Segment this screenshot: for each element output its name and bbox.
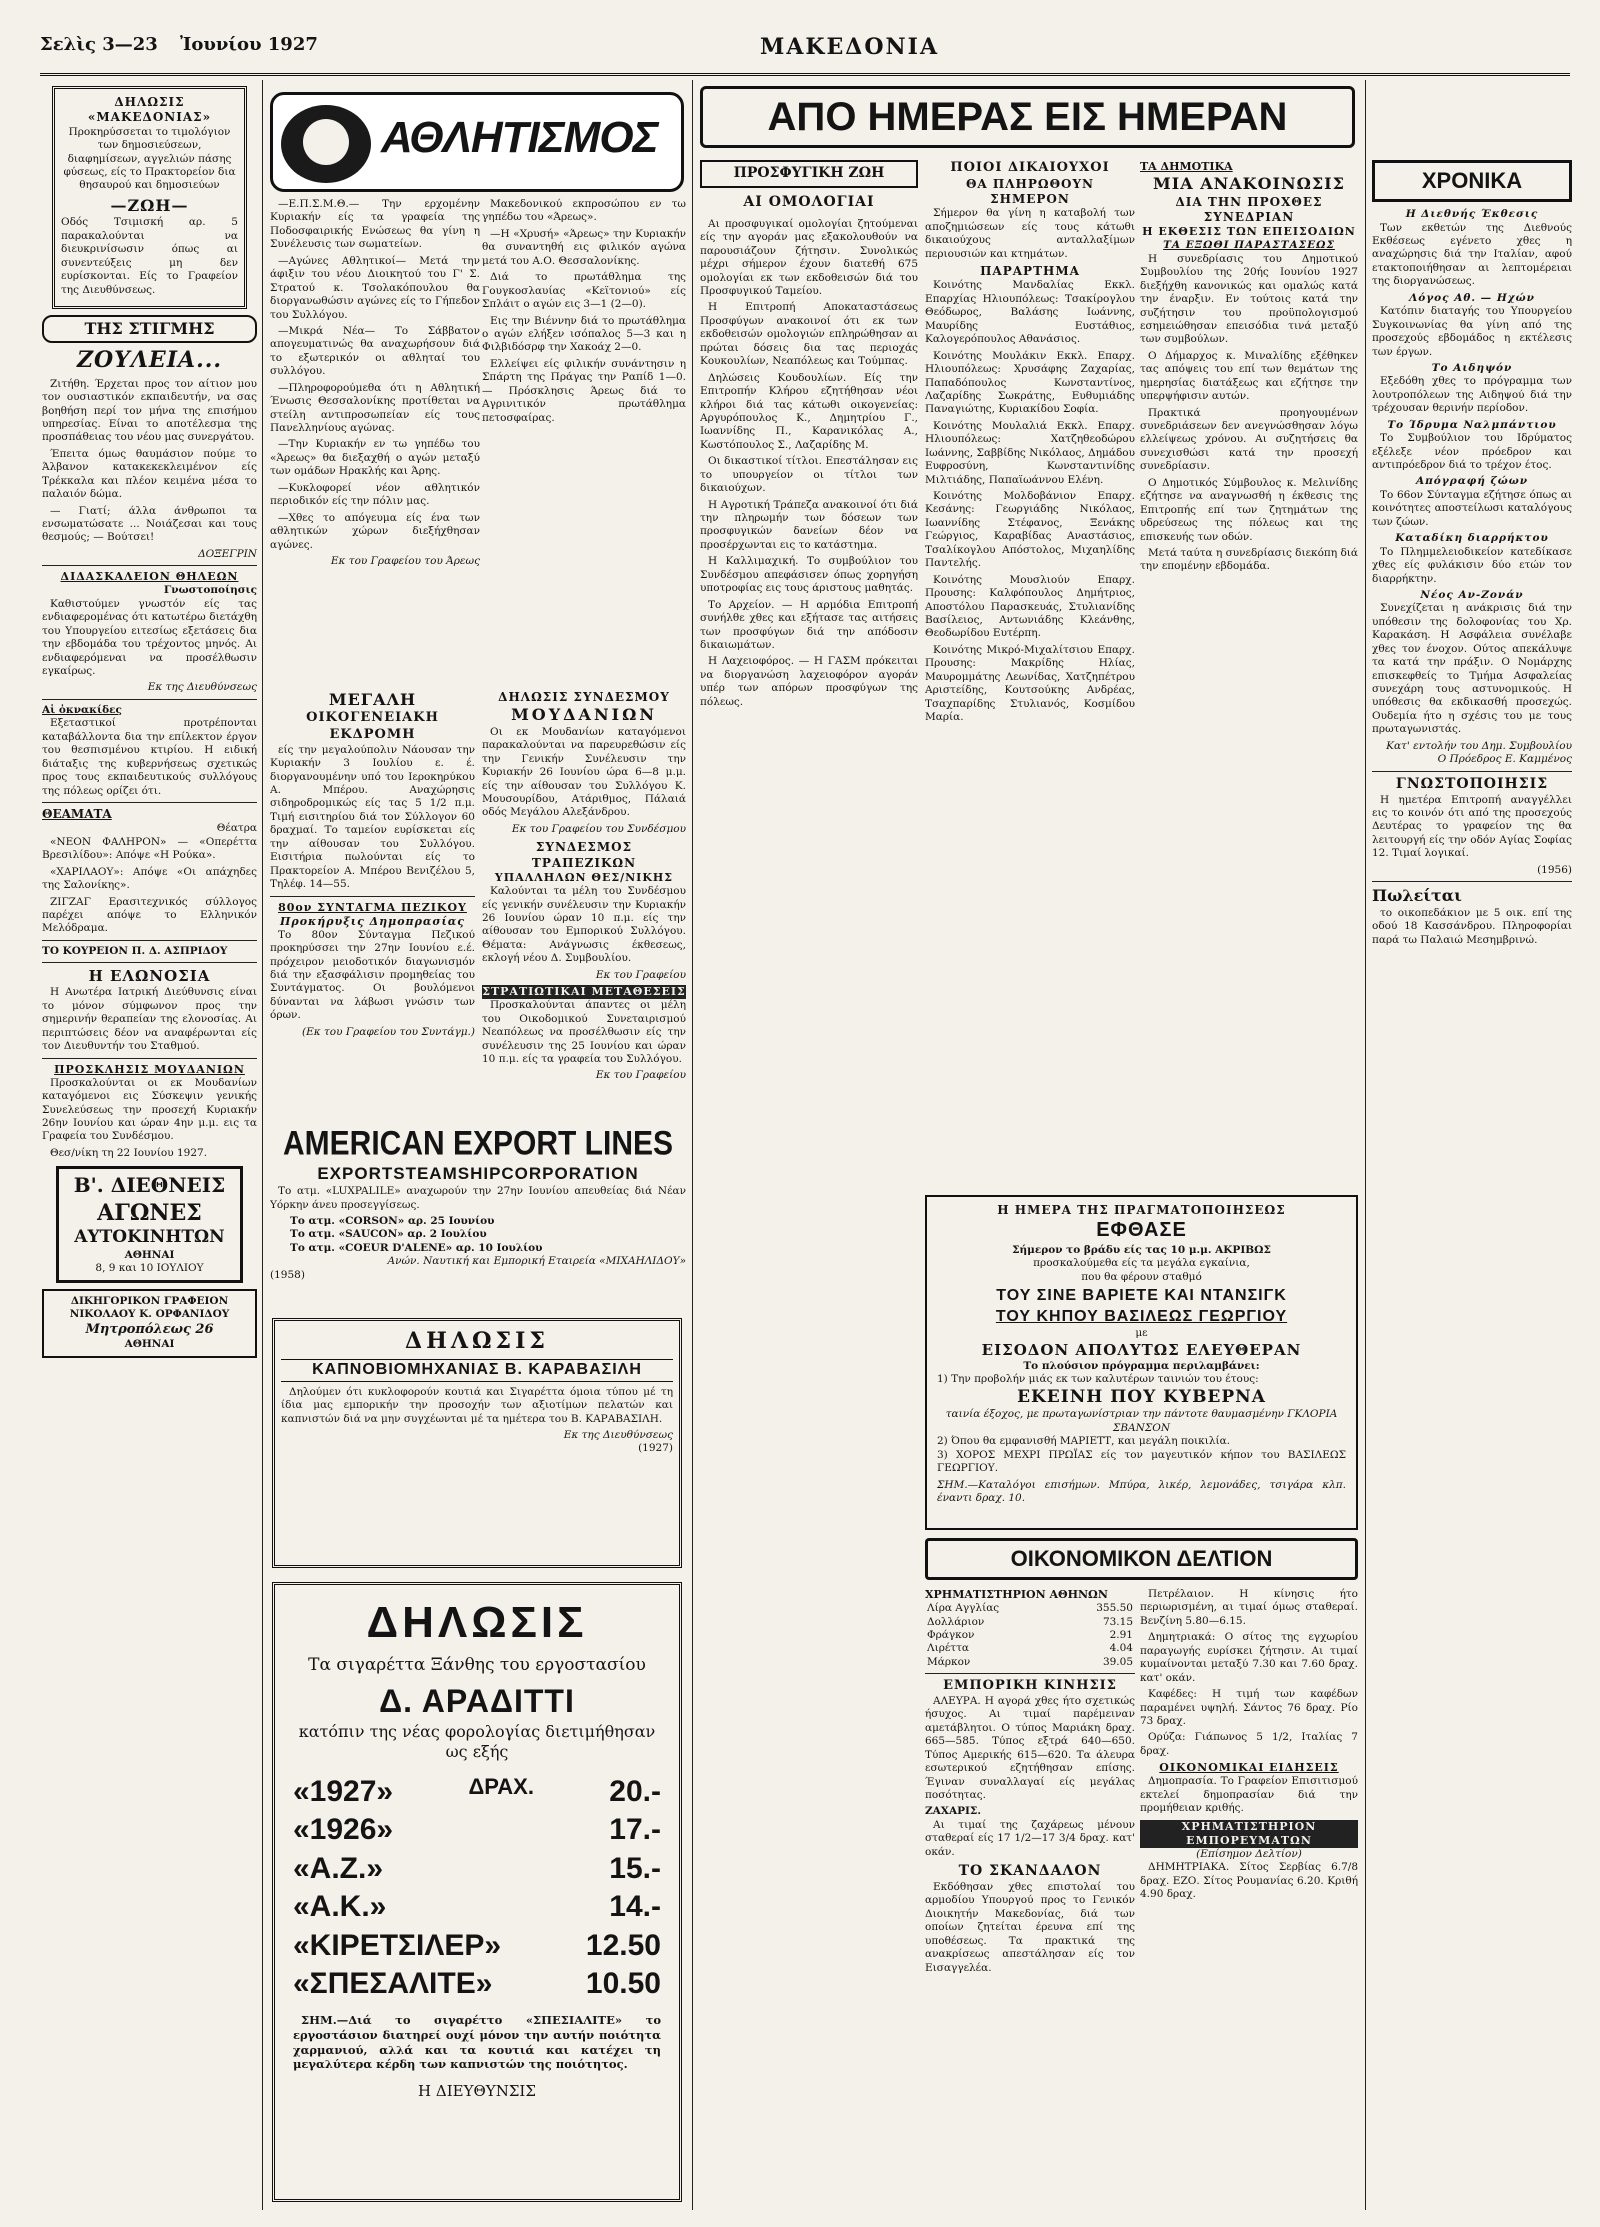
strat-title: ΣΤΡΑΤΙΩΤΙΚΑΙ ΜΕΤΑΘΕΣΕΙΣ: [482, 985, 686, 999]
xr-s6-body: Το Πλημμελειοδικείον κατεδίκασε χθες είς φυλάκισιν δύο ετών τον διαρρήκτην.: [1372, 545, 1572, 585]
xr-s1-title: Η Διεθνής Έκθεσις: [1405, 208, 1539, 221]
efthase-ad: [925, 1195, 1358, 1530]
stigmi-p1: Ζιτήθη. Έρχεται προς τον αίτιον μου τον ουσιαστικόν εκπαιδευτήν, να σας βοηθήση περί τον μήνα της επισήμου υπηρεσίας. Είναι το αποτέλεσμα της προσπάθειας του νέου μας συνεργάτου.: [42, 377, 257, 444]
sport-col-right: [482, 198, 686, 686]
law-1: ΔΙΚΗΓΟΡΙΚΟΝ ΓΡΑΦΕΙΟΝ: [70, 1294, 229, 1307]
poioi-sub: ΘΑ ΠΛΗΡΩΘΟΥΝ ΣΗΜΕΡΟΝ: [965, 176, 1095, 206]
zax-body: Αι τιμαί της ζαχάρεως μένουν σταθεραί είς 17 1/2—17 3/4 δραχ. κατ' οκάν.: [925, 1818, 1135, 1858]
trap-sign: Εκ του Γραφείου: [595, 968, 686, 981]
rate-name: Λίρα Αγγλίας: [927, 1602, 1000, 1615]
didask-title: ΔΙΔΑΣΚΑΛΕΙΟΝ ΘΗΛΕΩΝ: [60, 570, 239, 584]
price-row: [293, 1850, 661, 1888]
agones-5: 8, 9 και 10 ΙΟΥΛΙΟΥ: [95, 1262, 204, 1275]
law-3: Μητροπόλεως 26: [85, 1321, 214, 1337]
efthase-big: ΕΦΘΑΣΕ: [1096, 1219, 1187, 1242]
price-name: «Α.Κ.»: [293, 1890, 387, 1924]
syndesmos-block: [482, 690, 686, 1110]
agones-3: ΑΥΤΟΚΙΝΗΤΩΝ: [74, 1227, 225, 1248]
rate-value: 73.15: [1102, 1615, 1133, 1628]
dimotika-p1: Η συνεδρίασις του Δημοτικού Συμβουλίου της 20ής Ιουνίου 1927 διεξήχθη κανονικώς και ομαλώς κατά την έναρξιν. Εν τούτοις κατά την συζήτησιν του προϋπολογισμού εσημειώθησαν επεισόδια τινά μεταξύ των συμβούλων.: [1140, 252, 1358, 346]
american-l3: Το ατμ. «COEUR D'ALENE» αρ. 10 Ιουλίου: [290, 1241, 543, 1254]
strat-body: Προσκαλούνται άπαντες οι μέλη του Οικοδομικού Συνεταιρισμού Νεαπόλεως να προσέλθωσιν είς την συνέλευσιν της 25 Ιουνίου και ώραν 10 π.μ. είς τα γραφεία του Συλλόγου.: [482, 999, 686, 1066]
prosf-p3: Δηλώσεις Κουδουλίων. Είς την Επιτροπήν Κλήρου εζητήθησαν νέοι κλήροι διά τας κάτωθι οικογενείας: Αργυρόπουλος Κ., Δημητρίου Γ., Ιωαννίδης Π., Καρανικόλας Α., Κωστόπουλος Σ., Λαζαρίδης Μ.: [700, 371, 918, 451]
syndesmos-t1: ΔΗΛΩΣΙΣ ΣΥΝΔΕΣΜΟΥ: [498, 690, 670, 704]
xr-s7-body: Συνεχίζεται η ανάκρισις διά την υπόθεσιν της δολοφονίας του Χρ. Καρακάση. Η Ασφάλεια συνέλαβε χθες τον ένοχον. Ούτος απεκάλυψε τα κατά την πράξιν. Ο Νομάρχης επισκεφθείς το Τμήμα Ασφαλείας συνεχάρη τους αστυνομικούς. Η υπόθεσις θα εκδικασθή προσεχώς. Ουδεμία ήτο η σχέσις του με τους πρωταγωνιστάς.: [1372, 602, 1572, 736]
xr-sign: Κατ' εντολήν του Δημ. Συμβουλίου: [1386, 739, 1572, 752]
efthase-film-desc: ταινία έξοχος, με πρωταγωνίστριαν την πάντοτε θαυμασμένην ΓΚΛΟΡΙΑ ΣΒΑΝΣΟΝ: [945, 1408, 1338, 1434]
column-rule: [692, 80, 693, 2210]
american-l1: Το ατμ. «CORSON» αρ. 25 Ιουνίου: [290, 1215, 495, 1228]
oikon-right: [1140, 1588, 1358, 2203]
karavasili-ad: [272, 1318, 682, 1568]
gn-body: Η ημετέρα Επιτροπή αναγγέλλει εις το κοινόν ότι από της προσεχούς Δευτέρας το γραφείον της θα λειτουργή είς την οδόν Αγίας Σοφίας 12. Τιμαί λογικαί.: [1372, 793, 1572, 860]
sport-banner: [270, 92, 684, 192]
stigmi-title: ΤΗΣ ΣΤΙΓΜΗΣ: [42, 315, 257, 343]
rate-value: 2.91: [1109, 1628, 1133, 1641]
okn-body: Εξεταστικοί προτρέπονται καταβάλλοντα δια την επίλεκτον έργον του θεσπισμένου κτιρίου. Η ειδική διάταξις της κυβερνήσεως σχετικώς προς τους εκπαιδευτικούς συλλόγους της πόλεως ορίζει ότι.: [42, 717, 257, 797]
poioi-p2: Κοινότης Μουλάκιν Εκκλ. Επαρχ. Ηλιουπόλεως: Χρυσάφης Ζαχαρίας, Παπαδόπουλος Κωνσταντίνος, Λαζαρίδης Σωκράτης, Ευθυμιάδης Παναγιώτης, Κυριακίδου Σοφία.: [925, 349, 1135, 416]
prosf-p2: Η Επιτροπή Αποκαταστάσεως Προσφύγων ανακοινοί ότι εκ των εκδοθεισών ομολογιών επληρώθησαν αι πρώται δόσεις δια τας περιοχάς Κουκουλίων, Νεαπόλεως και Τούμπας.: [700, 301, 918, 368]
xr-s1-body: Των εκθετών της Διεθνούς Εκθέσεως εγένετο χθες η αναχώρησις διά την Ιταλίαν, αφού ετακτοποιήθησαν αι λεπτομέρειαι της διοργανώσεως.: [1372, 221, 1572, 288]
prosk-body: Προσκαλούνται οι εκ Μουδανίων καταγόμενοι εις Σύσκεψιν γενικής Συνελεύσεως την προσεχή Κυριακήν 26ην Ιουνίου και ώραν 4ην μ.μ. εις τα Γραφεία του Συνδέσμου.: [42, 1076, 257, 1143]
rate-row: [925, 1602, 1135, 1615]
rate-name: Φράγκον: [927, 1628, 975, 1641]
skand-body: Εκδόθησαν χθες επιστολαί του αρμοδίου Υπουργού προς το Γενικόν Διοικητήν Μακεδονίας, διά των οποίων ζητείται έρευνα επί της υποθέσεως. Τα πρακτικά της ανακρίσεως απεστάλησαν είς τον Εισαγγελέα.: [925, 1881, 1135, 1974]
poioi-title: ΠΟΙΟΙ ΔΙΚΑΙΟΥΧΟΙ: [950, 160, 1110, 175]
notice-body: Προκηρύσσεται το τιμολόγιον των δημοσιεύσεων, διαφημίσεων, αγγελιών πάσης φύσεως, είς το Πρακτορείον δια θησαυρού και δημοσιεύων: [63, 125, 236, 192]
poioi-p1: Κοινότης Μανδαλίας Εκκλ. Επαρχίας Ηλιουπόλεως: Τσακίρογλου Θεόδωρος, Βαλάσης Ιωάννης, Μαυρίδης Ευστάθιος, Καλογερόπουλος Αθανάσιος.: [925, 279, 1135, 346]
poioi-p3: Κοινότης Μουλαλιά Εκκλ. Επαρχ. Ηλιουπόλεως: Χατζηθεοδώρου Ιωάννης, Σαββίδης Νικόλαος, Δημάδου Ευφροσύνη, Κωνσταντινίδης Μιλτιάδης, Παπαϊωάννου Ελένη.: [925, 419, 1135, 486]
efthase-note: ΣΗΜ.—Καταλόγοι επισήμων. Μπύρα, λικέρ, λεμονάδες, τσιγάρα κλπ. έναντι δραχ. 10.: [937, 1478, 1346, 1505]
american-sub: EXPORTSTEAMSHIPCORPORATION: [317, 1164, 639, 1184]
efthase-film: ΕΚΕΙΝΗ ΠΟΥ ΚΥΒΕΡΝΑ: [1017, 1386, 1266, 1407]
oikon-r5: ΟΙΚΟΝΟΜΙΚΑΙ ΕΙΔΗΣΕΙΣ: [1159, 1761, 1339, 1775]
dimotika-p4: Ο Δημοτικός Σύμβουλος κ. Μελινίδης εζήτησε να αναγνωσθή η έκθεσις της Επιτροπής επί των ζητημάτων της υδρεύσεως της πόλεως και της επισκευής των οδών.: [1140, 476, 1358, 543]
efthase-line4: ΤΟΥ ΣΙΝΕ ΒΑΡΙΕΤΕ ΚΑΙ ΝΤΑΝΣΙΓΚ: [996, 1287, 1287, 1305]
sport-sign: Εκ του Γραφείου του Άρεως: [330, 554, 480, 567]
runner-emblem: [281, 105, 371, 183]
prosf-p4: Οι δικαστικοί τίτλοι. Επεστάλησαν εις το υπουργείον οι τίτλοι των δικαιούχων.: [700, 455, 918, 495]
araditti-ad: [272, 1582, 682, 2202]
rate-value: 355.50: [1096, 1602, 1133, 1615]
syntaxis-title: 80ον ΣΥΝΤΑΓΜΑ ΠΕΖΙΚΟΥ: [278, 900, 467, 914]
gn-title: ΓΝΩΣΤΟΠΟΙΗΣΙΣ: [1395, 775, 1549, 792]
xr-s3-body: Εξεδόθη χθες το πρόγραμμα των λουτροπόλεων της Αιδηψού διά την τρέχουσαν θερινήν περίοδον.: [1372, 375, 1572, 415]
sport-p6: —Κυκλοφορεί νέον αθλητικόν περιοδικόν είς την πόλιν μας.: [270, 481, 480, 508]
xr-s2-title: Λόγος Αθ. — Ηχών: [1409, 291, 1535, 304]
prosfygiki-col: [700, 160, 918, 2205]
agones-1: Β'. ΔΙΕΘΝΕΙΣ: [73, 1173, 226, 1198]
trap-t1: ΣΥΝΔΕΣΜΟΣ ΤΡΑΠΕΖΙΚΩΝ: [531, 840, 637, 870]
dimotika-col: [1140, 160, 1358, 1190]
oikon-title: ΟΙΚΟΝΟΜΙΚΟΝ ΔΕΛΤΙΟΝ: [925, 1538, 1358, 1580]
poioi-p4: Κοινότης Μολδοβάνιον Επαρχ. Κεσάνης: Γεωργιάδης Νικόλαος, Ιωαννίδης Στέφανος, Ξενάκης Γεώργιος, Καραβίδας Αναστάσιος, Τσαλίκογλου Απόστολος, Μιχαηλίδης Παντελής.: [925, 490, 1135, 570]
page-number: Σελὶς 3—23: [40, 34, 158, 55]
efthase-line3: που θα φέρουν σταθμό: [1081, 1270, 1202, 1283]
okn-title: Αἱ ὀκνακίδες: [42, 703, 122, 716]
price-value: 14.-: [609, 1890, 661, 1924]
araditti-sign: Η ΔΙΕΥΘΥΝΣΙΣ: [418, 2082, 536, 2101]
sport-r1: Μακεδονικού εκπροσώπου εν τω γηπέδω του «Άρεως».: [482, 198, 686, 224]
agones-ad: [56, 1166, 243, 1282]
law-office-ad: [42, 1289, 257, 1358]
makedonia-notice: [52, 86, 247, 309]
dimotika-p2: Ο Δήμαρχος κ. Μιναλίδης εξέθηκεν τας απόψεις του επί των θεμάτων της ημερησίας διατάξεως και εζήτησε την υπερψήφισιν αυτών.: [1140, 349, 1358, 403]
didask-body: Καθιστούμεν γνωστόν είς τας ενδιαφερομένας ότι κατωτέρω διετάχθη του Υπουργείου ειτεσίως εξετάσεις δια την εβδομάδα του τρέχοντος μηνός. Αι ενδιαφερόμεναι να προσέλθωσιν εγκαίρως.: [42, 597, 257, 678]
oikon-xrim: ΧΡΗΜΑΤΙΣΤΗΡΙΟΝ ΑΘΗΝΩΝ: [925, 1588, 1108, 1601]
page-date: Ἰουνίου 1927: [180, 34, 318, 55]
xr-title: ΧΡΗΜΑΤΙΣΤΗΡΙΟΝ ΕΜΠΟΡΕΥΜΑΤΩΝ: [1140, 1820, 1358, 1848]
column-rule: [1365, 80, 1366, 2210]
dimotika-sub3: ΤΑ ΕΞΩΘΙ ΠΑΡΑΣΤΑΣΕΩΣ: [1163, 239, 1335, 252]
syndesmos-sign: Εκ του Γραφείου του Συνδέσμου: [511, 822, 686, 835]
sport-col-left: [270, 198, 480, 686]
rate-row: [925, 1642, 1135, 1655]
rate-value: 39.05: [1102, 1655, 1133, 1668]
rate-name: Μάρκον: [927, 1655, 971, 1668]
rates-table: [925, 1602, 1135, 1669]
price-value: 17.-: [609, 1813, 661, 1847]
syndesmos-body: Οι εκ Μουδανίων καταγόμενοι παρακαλούνται να παρευρεθώσιν είς την Γενικήν Συνέλευσιν την Κυριακήν 26 Ιουνίου ώρα 6—8 μ.μ. είς την αίθουσαν του Συλλόγου Κ. Μουσουρίδου, Ατάριθμος, Πάλαιά οδός Μεγάλου Αλεξάνδρου.: [482, 725, 686, 819]
dimotika-p5: Μετά ταύτα η συνεδρίασις διεκόπη διά την επομένην εβδομάδα.: [1140, 546, 1358, 573]
american-export-ad: [270, 1125, 686, 1305]
poioi-col: [925, 160, 1135, 1190]
price-value: 12.50: [585, 1928, 661, 1962]
araditti-sub: Τα σιγαρέττα Ξάνθης του εργοστασίου: [308, 1655, 646, 1676]
stigmi-sign: ΔΟΞΕΓΡΙΝ: [198, 547, 257, 560]
efthase-top: Η ΗΜΕΡΑ ΤΗΣ ΠΡΑΓΜΑΤΟΠΟΙΗΣΕΩΣ: [997, 1203, 1286, 1217]
dimotika-sub2: Η ΕΚΘΕΣΙΣ ΤΩΝ ΕΠΕΙΣΟΔΙΩΝ: [1142, 225, 1356, 239]
poioi-intro: Σήμερον θα γίνη η καταβολή των αποζημιώσεων είς τους κάτωθι δικαιούχους ανταλλαξίμων περιουσιών και κτημάτων.: [925, 207, 1135, 260]
oikon-r4: Ορύζα: Γιάπωνος 5 1/2, Ιταλίας 7 δραχ.: [1140, 1731, 1358, 1757]
sport-p1: —Ε.Π.Σ.Μ.Θ.— Την ερχομένην Κυριακήν είς τα γραφεία της Ποδοσφαιρικής Ενώσεως θα γίνη η Συνέλευσις των σωματείων.: [270, 198, 480, 251]
xr-s2-body: Κατόπιν διαταγής του Υπουργείου Συγκοινωνίας θα γίνη από της προσεχούς εβδομάδος η εκτέλεσις των έργων.: [1372, 305, 1572, 358]
xr-s4-title: Το Ίδρυμα Ναλμπάντιου: [1387, 418, 1557, 431]
price-name: «ΣΠΕΣΑΛΙΤΕ»: [293, 1966, 493, 2000]
xr-sub: (Επίσημον Δελτίον): [1196, 1847, 1302, 1860]
oikon-r3: Καφέδες: Η τιμή των καφέδων παραμένει υψηλή. Σάντος 76 δραχ. Ρίο 73 δραχ.: [1140, 1688, 1358, 1727]
stigmi-p2: Έπειτα όμως θαυμάσιον πούμε το Άλβανον κατακεκεκλειμένον είς Τρέκκαλα και πλέον κειμένα μέσα το παλαιόν δώμα.: [42, 447, 257, 501]
rate-value: 4.04: [1109, 1642, 1133, 1655]
page-header: [40, 26, 1570, 76]
prosf-p8: Η Λαχειοφόρος. — Η ΓΑΣΜ πρόκειται να διοργανώση λαχειοφόρον αγοράν υπέρ των απόρων προσφύγων της πόλεως.: [700, 655, 918, 708]
theatra-1: «ΝΕΟΝ ΦΑΛΗΡΟΝ» — «Οπερέττα Βρεσιλίδου»: Απόψε «Η Ρούκα».: [42, 835, 257, 862]
rate-name: Δολλάριον: [927, 1615, 985, 1628]
price-row: [293, 1773, 661, 1811]
efthase-p1: 1) Την προβολήν μιάς εκ των καλυτέρων ταινιών του έτους:: [937, 1373, 1259, 1386]
prosf-p1: Αι προσφυγικαί ομολογίαι ζητούμεναι είς την αγοράν μας εξακολουθούν να παρουσιάζουν ζήτησιν. Συνολικώς μέχρι σήμερον έχουν διατεθή 675 ομολογίαι εκ των εκδοθεισών διά του Προσφυγικού Ταμείου.: [700, 217, 918, 297]
notice-title: ΔΗΛΩΣΙΣ «ΜΑΚΕΔΟΝΙΑΣ»: [87, 95, 212, 125]
oikon-left: [925, 1588, 1135, 2203]
xr-s5-body: Το 66ον Σύνταγμα εζήτησε όπως αι κοινότητες αποστείλωσι καταλόγους των ζώων.: [1372, 488, 1572, 528]
price-value: 10.50: [585, 1966, 661, 2000]
sport-p5: —Την Κυριακήν εν τω γηπέδω του «Άρεως» θα διεξαχθή ο αγών μεταξύ των ομάδων Ηρακλής και Άρης.: [270, 438, 480, 478]
elonosia-body: Η Ανωτέρα Ιατρική Διεύθυνσις είναι το μόνον σύμφωνον προς την σημερινήν θεραπείαν της ελονοσίας. Αι περιπτώσεις δέον να αναφέρωνται είς τον Διευθυντήν του Σταθμού.: [42, 986, 257, 1053]
syntaxis-sign: (Εκ του Γραφείου του Συντάγμ.): [301, 1025, 475, 1038]
efthase-p3: 3) ΧΟΡΟΣ ΜΕΧΡΙ ΠΡΩΪΑΣ είς τον μαγευτικόν κήπον του ΒΑΣΙΛΕΩΣ ΓΕΩΡΓΙΟΥ.: [937, 1448, 1346, 1475]
araditti-intro: κατόπιν της νέας φορολογίας διετιμήθησαν ως εξής: [298, 1722, 656, 1762]
dimotika-title: ΜΙΑ ΑΝΑΚΟΙΝΩΣΙΣ: [1153, 174, 1345, 194]
syntaxis-sub: Προκήρυξις Δημοπρασίας: [280, 914, 465, 928]
emp-body: ΑΛΕΥΡΑ. Η αγορά χθες ήτο σχετικώς ήσυχος. Αι τιμαί παρέμειναν αμετάβλητοι. Ο τύπος Μαριάκη δραχ. 665—585. Τύπος εξτρά 640—650. Τύπος Αμερικής 615—620. Τα άλευρα εσωτερικού εζητήθησαν επίσης. Έγιναν συναλλαγαί είς μεγάλας ποσότητας.: [925, 1694, 1135, 1801]
sport-r2: —Η «Χρυσή» «Άρεως» την Κυριακήν θα συναντηθή εις φιλικόν αγώνα μετά του Α.Ο. Θεσσαλονίκης.: [482, 227, 686, 267]
main-banner: ΑΠΟ ΗΜΕΡΑΣ ΕΙΣ ΗΜΕΡΑΝ: [700, 86, 1355, 148]
xr-sign2: Ο Πρόεδρος Ε. Καμμένος: [1437, 753, 1572, 766]
araditti-title: ΔΗΛΩΣΙΣ: [366, 1598, 588, 1647]
sport-p2: —Αγώνες Αθλητικοί— Μετά την άφιξιν του νέου Διοικητού του Γ' Σ. Στρατού κ. Τσολακόπουλου θα διοργανωθώσιν αγώνες είς το Γήπεδον του Συλλόγου.: [270, 254, 480, 321]
ekdromi-title1: ΜΕΓΑΛΗ: [328, 690, 417, 709]
xr-body: ΔΗΜΗΤΡΙΑΚΑ. Σίτος Σερβίας 6.7/8 δραχ. ΕΖΟ. Σίτος Ρουμανίας 6.20. Κριθή 4.90 δραχ.: [1140, 1861, 1358, 1901]
prosfygiki-title: ΠΡΟΣΦΥΓΙΚΗ ΖΩΗ: [700, 160, 918, 188]
karavasili-num: (1927): [638, 1442, 673, 1455]
price-name: «Α.Ζ.»: [293, 1851, 384, 1885]
rate-name: Λιρέττα: [927, 1642, 970, 1655]
masthead: ΜΑΚΕΔΟΝΙΑ: [760, 34, 940, 60]
prosfygiki-sub: ΑΙ ΟΜΟΛΟΓΙΑΙ: [743, 193, 875, 210]
xr-s3-title: Το Αιδηψόν: [1431, 361, 1513, 374]
dimotika-p3: Πρακτικά προηγουμένων συνεδριάσεων δεν ανεγνώσθησαν λόγω ελλείψεως χρόνου. Αι συζητήσεις θα συνεχισθώσι κατά την προσεχή συνεδρίασιν.: [1140, 406, 1358, 473]
notice-word: —ΖΩΗ—: [110, 195, 189, 215]
sport-p7: —Χθες το απόγευμα είς ένα των αθλητικών χώρων διεξήχθησαν αγώνες.: [270, 511, 480, 551]
ekdromi-block: [270, 690, 475, 1110]
prosk-title: ΠΡΟΣΚΛΗΣΙΣ ΜΟΥΔΑΝΙΩΝ: [54, 1062, 245, 1076]
elonosia-title: Η ΕΛΩΝΟΣΙΑ: [88, 967, 211, 986]
price-name: «1926»: [293, 1813, 394, 1847]
sport-p3: —Μικρά Νέα— Το Σάββατον απογευματινώς θα αναχωρήσουν διά το εξωτερικόν οι αθληταί του συλλόγου.: [270, 324, 480, 378]
oikon-r6: Δημοπρασία. Το Γραφείον Επισιτισμού εκτελεί δημοπρασίαν διά την προμήθειαν κριθής.: [1140, 1775, 1358, 1815]
karavasili-t2: ΚΑΠΝΟΒΙΟΜΗΧΑΝΙΑΣ Β. ΚΑΡΑΒΑΣΙΛΗ: [281, 1359, 673, 1381]
efthase-p2: 2) Όπου θα εμφανισθή ΜΑΡΙΕΤΤ, και μεγάλη ποικιλία.: [937, 1435, 1231, 1448]
stigmi-p3: — Γιατί; άλλα άνθρωποι τα ενσωματώσατε ... Νοιάζεσαι και τους θεσμούς; — Βούτσει!: [42, 504, 257, 544]
american-title: AMERICAN EXPORT LINES: [282, 1125, 674, 1163]
efthase-line1: Σήμερον το βράδυ είς τας 10 μ.μ. ΑΚΡΙΒΩΣ: [1012, 1243, 1271, 1256]
araditti-name: Δ. ΑΡΑΔΙΤΤΙ: [379, 1683, 575, 1720]
efthase-line5: ΤΟΥ ΚΗΠΟΥ ΒΑΣΙΛΕΩΣ ΓΕΩΡΓΙΟΥ: [995, 1307, 1288, 1325]
column-rule: [262, 80, 263, 2210]
pol-title: Πωλείται: [1372, 886, 1462, 906]
theatra-label: Θέατρα: [216, 822, 257, 835]
american-num: (1958): [270, 1268, 305, 1281]
efthase-line2: προσκαλούμεθα είς τα μεγάλα εγκαίνια,: [1033, 1257, 1250, 1270]
prosf-p6: Η Καλλιμαχική. Το συμβούλιον του Συνδέσμου απεφάσισεν όπως χορηγήση υποτροφίας εις τους άριστους μαθητάς.: [700, 555, 918, 595]
xr-s6-title: Καταδίκη διαρρήκτου: [1395, 532, 1549, 545]
poioi-parart: ΠΑΡΑΡΤΗΜΑ: [980, 264, 1080, 279]
gn-num: (1956): [1537, 863, 1572, 876]
price-row: [293, 1927, 661, 1965]
price-row: [293, 1888, 661, 1926]
efthase-me: με: [1135, 1327, 1148, 1340]
dimotika-sub1: ΔΙΑ ΤΗΝ ΠΡΟΧΘΕΣ ΣΥΝΕΔΡΙΑΝ: [1175, 194, 1323, 224]
xr-s5-title: Απόγραφή ζώων: [1415, 475, 1529, 488]
karavasili-body: Δηλούμεν ότι κυκλοφορούν κουτιά και Σιγαρέττα όμοια τύπου μέ τη ίδια μας εμπορικήν την προσοχήν των αξιοτίμων πελατών και καπνιστών διά να μην συγχέωνται μέ τα ημέτερα του Β. ΚΑΡΑΒΑΣΙΛΗ.: [281, 1385, 673, 1425]
price-unit: ΔΡΑΧ.: [468, 1773, 534, 1799]
rate-row: [925, 1656, 1135, 1669]
agones-2: ΑΓΩΝΕΣ: [97, 1199, 202, 1226]
ekdromi-body: είς την μεγαλούπολιν Νάουσαν την Κυριακήν 3 Ιουλίου ε. έ. διοργανουμένην υπό του Ιεροκηρύκου Α. Μπέρου. Αναχώρησις σιδηροδρομικώς είς τας 5 1/2 π.μ. Τιμή εισιτηρίου διά τον Σύλλογον 60 δραχμαί. Το ταμείον ευρίσκεται είς την αίθουσαν του Συλλόγου. Εισιτήρια πωλούνται είς το Πρακτορείον Α. Μπέρου Βενιζέλου 5, Τηλέφ. 14—55.: [270, 743, 475, 891]
efthase-prog: Το πλούσιον πρόγραμμα περιλαμβάνει:: [1023, 1359, 1260, 1372]
sport-r4: Εις την Βιέννην διά το πρωτάθλημα ο αγών ελήξεν ισόπαλος 5—3 και η Φιλβιδόσρφ την Χακοάχ 2—0.: [482, 314, 686, 354]
syndesmos-t2: ΜΟΥΔΑΝΙΩΝ: [511, 705, 657, 725]
dimotika-label: ΤΑ ΔΗΜΟΤΙΚΑ: [1140, 160, 1233, 173]
oikon-r2: Δημητριακά: Ο σίτος της εγχωρίου παραγωγής ευρίσκει ζήτησιν. Αι τιμαί κυμαίνονται μεταξύ 7.30 και 7.60 δραχ. κατ' οκάν.: [1140, 1631, 1358, 1684]
trap-t2: ΥΠΑΛΛΗΛΩΝ ΘΕΣ/ΝΙΚΗΣ: [494, 871, 674, 885]
price-row: [293, 1811, 661, 1849]
american-agent: Ανών. Ναυτική και Εμπορική Εταιρεία «ΜΙΧΑΗΛΙΔΟΥ»: [387, 1255, 686, 1268]
trap-body: Καλούνται τα μέλη του Συνδέσμου είς γενικήν συνέλευσιν την Κυριακήν 26 Ιουνίου ώραν 10 π.μ. είς την αίθουσαν του Εμπορικού Συλλόγου. Θέματα: Ανάγνωσις έκθεσεως, εκλογή νέου Δ. Συμβουλίου.: [482, 885, 686, 965]
american-l2: Το ατμ. «SAUCON» αρ. 2 Ιουλίου: [290, 1228, 487, 1241]
rate-row: [925, 1616, 1135, 1629]
efthase-eisodos: ΕΙΣΟΔΟΝ ΑΠΟΛΥΤΩΣ ΕΛΕΥΘΕΡΑΝ: [981, 1340, 1302, 1359]
price-value: 15.-: [609, 1851, 661, 1885]
agones-4: ΑΘΗΝΑΙ: [124, 1248, 175, 1261]
american-body: Το ατμ. «LUXPALILE» αναχωρούν την 27ην Ιουνίου απευθείας διά Νέαν Υόρκην άνευ προσεγγίσεως.: [270, 1185, 686, 1211]
ekdromi-title2: ΟΙΚΟΓΕΝΕΙΑΚΗ ΕΚΔΡΟΜΗ: [306, 710, 439, 743]
skand-title: ΤΟ ΣΚΑΝΔΑΛΟΝ: [958, 1863, 1102, 1880]
kourion: ΤΟ ΚΟΥΡΕΙΟΝ Π. Δ. ΑΣΠΡΙΔΟΥ: [42, 944, 228, 957]
xr-s4-body: Το Συμβούλιον του Ιδρύματος εξέλεξε νέον πρόεδρον και αντιπρόεδρον διά το τρέχον έτος.: [1372, 432, 1572, 472]
sport-r5: Ελλείψει είς φιλικήν συνάντησιν η Σπάρτη της Πράγας την Ραπίδ 1—0. — Πρόσκλησις Άρεως διά το Αγρινιτικόν πρωτάθλημα πετοσφαίρας.: [482, 357, 686, 424]
zigzag: ΖΙΓΖΑΓ Ερασιτεχνικός σύλλογος παρέχει απόψε το Ελληνικόν Μελόδραμα.: [42, 895, 257, 935]
stigmi-sub: ΖΟΥΛΕΙΑ...: [76, 347, 223, 374]
oikon-r1: Πετρέλαιον. Η κίνησις ήτο περιωρισμένη, αι τιμαί όμως σταθεραί. Βενζίνη 5.80—6.15.: [1140, 1588, 1358, 1627]
pol-body: το οικοπεδάκιον με 5 οικ. επί της οδού 18 Κασσάνδρου. Πληροφορίαι παρά τω Παλαιώ Μεσημβρινώ.: [1372, 906, 1572, 946]
zax-title: ΖΑΧΑΡΙΣ.: [925, 1805, 981, 1818]
xronika-title: ΧΡΟΝΙΚΑ: [1372, 160, 1572, 202]
prosf-p5: Η Αγροτική Τράπεζα ανακοινοί ότι διά την πληρωμήν των δόσεων των προσφυγικών δανείων δέον να προσέρχωνται εις το κατάστημα.: [700, 498, 918, 551]
price-name: «1927»: [293, 1774, 394, 1808]
sport-r3: Διά το πρωτάθλημα της Γουγκοσλαυίας «Κεϊτονιού» είς Σπλάιτ ο αγών εις 3—1 (2—0).: [482, 271, 686, 311]
price-list: [293, 1773, 661, 2003]
sport-p4: —Πληροφορούμεθα ότι η Αθλητική Ένωσις Θεσσαλονίκης προτίθεται να στείλη αντιπροσωπείαν είς τους Πανελληνίους αγώνας.: [270, 381, 480, 434]
price-value: 20.-: [609, 1774, 661, 1808]
strat-sign: Εκ του Γραφείου: [595, 1069, 686, 1082]
xronika-col: [1372, 160, 1572, 2205]
xr-s7-title: Νέος Αν-Ζονάν: [1420, 588, 1524, 601]
notice-more: Οδός Τσιμισκή αρ. 5 παρακαλούνται να διευκρινίσωσιν όπως αι συνεντεύξεις μη δεν ευρίσκονται. Είς το Γραφείον της Διευθύνσεως.: [61, 216, 238, 296]
law-4: ΑΘΗΝΑΙ: [124, 1338, 175, 1351]
prosk-date: Θεσ/νίκη τη 22 Ιουνίου 1927.: [50, 1146, 208, 1159]
price-name: «ΚΙΡΕΤΣΙΛΕΡ»: [293, 1928, 502, 1962]
syntaxis-body: Το 80ον Σύνταγμα Πεζικού προκηρύσσει την 27ην Ιουνίου ε.έ. πρόχειρον μειοδοτικόν διαγωνισμόν διά την εξασφάλισιν προμηθείας του Συντάγματος. Οι βουλόμενοι δύνανται να λάβωσι γνώσιν των όρων.: [270, 928, 475, 1022]
emp-title: ΕΜΠΟΡΙΚΗ ΚΙΝΗΣΙΣ: [943, 1678, 1117, 1694]
price-row: [293, 1965, 661, 2003]
theamata-title: ΘΕΑΜΑΤΑ: [42, 806, 112, 821]
sport-title: ΑΘΛΗΤΙΣΜΟΣ: [381, 113, 658, 162]
karavasili-t1: ΔΗΛΩΣΙΣ: [405, 1328, 549, 1354]
theatra-2: «ΧΑΡΙΛΑΟΥ»: Απόψε «Οι απάχηδες της Σαλονίκης».: [42, 865, 257, 892]
rate-row: [925, 1629, 1135, 1642]
column-1: [42, 86, 257, 2206]
law-2: ΝΙΚΟΛΑΟΥ Κ. ΟΡΦΑΝΙΔΟΥ: [69, 1308, 230, 1321]
didask-sub: Γνωστοποίησις: [163, 584, 257, 597]
karavasili-sign: Εκ της Διευθύνσεως: [563, 1428, 673, 1441]
poioi-p6: Κοινότης Μικρό-Μιχαλίτσιου Επαρχ. Προυσης: Μακρίδης Ηλίας, Μαυρομμάτης Λεωνίδας, Χατζηπέτρου Αριστείδης, Κουτσούκης Ανδρέας, Τσαχπαρίδης Στυλιανός, Κοσμίδου Μαρία.: [925, 643, 1135, 724]
araditti-note: ΣΗΜ.—Διά το σιγαρέττο «ΣΠΕΣΙΑΛΙΤΕ» το εργοστάσιον διατηρεί ουχί μόνον την αυτήν ποιότητα χαρμανιού, αλλά και τα κουτιά και κατέχει τη μεγαλύτερα κέρδη των καπνιστών της ποιότητος.: [293, 2013, 661, 2072]
didask-sign: Εκ της Διευθύνσεως: [147, 681, 257, 694]
poioi-p5: Κοινότης Μουσλιούν Επαρχ. Προυσης: Καλφόπουλος Δημήτριος, Αποστόλου Παρασκευάς, Στυλιανίδης Βασίλειος, Αντωνιάδης Κλεάνθης, Θεοδωρίδου Ευτέρπη.: [925, 573, 1135, 640]
prosf-p7: Το Αρχείον. — Η αρμόδια Επιτροπή συνήλθε χθες και εξήτασε τας αιτήσεις των προσφύγων διά την απόδοσιν δικαιωμάτων.: [700, 598, 918, 651]
